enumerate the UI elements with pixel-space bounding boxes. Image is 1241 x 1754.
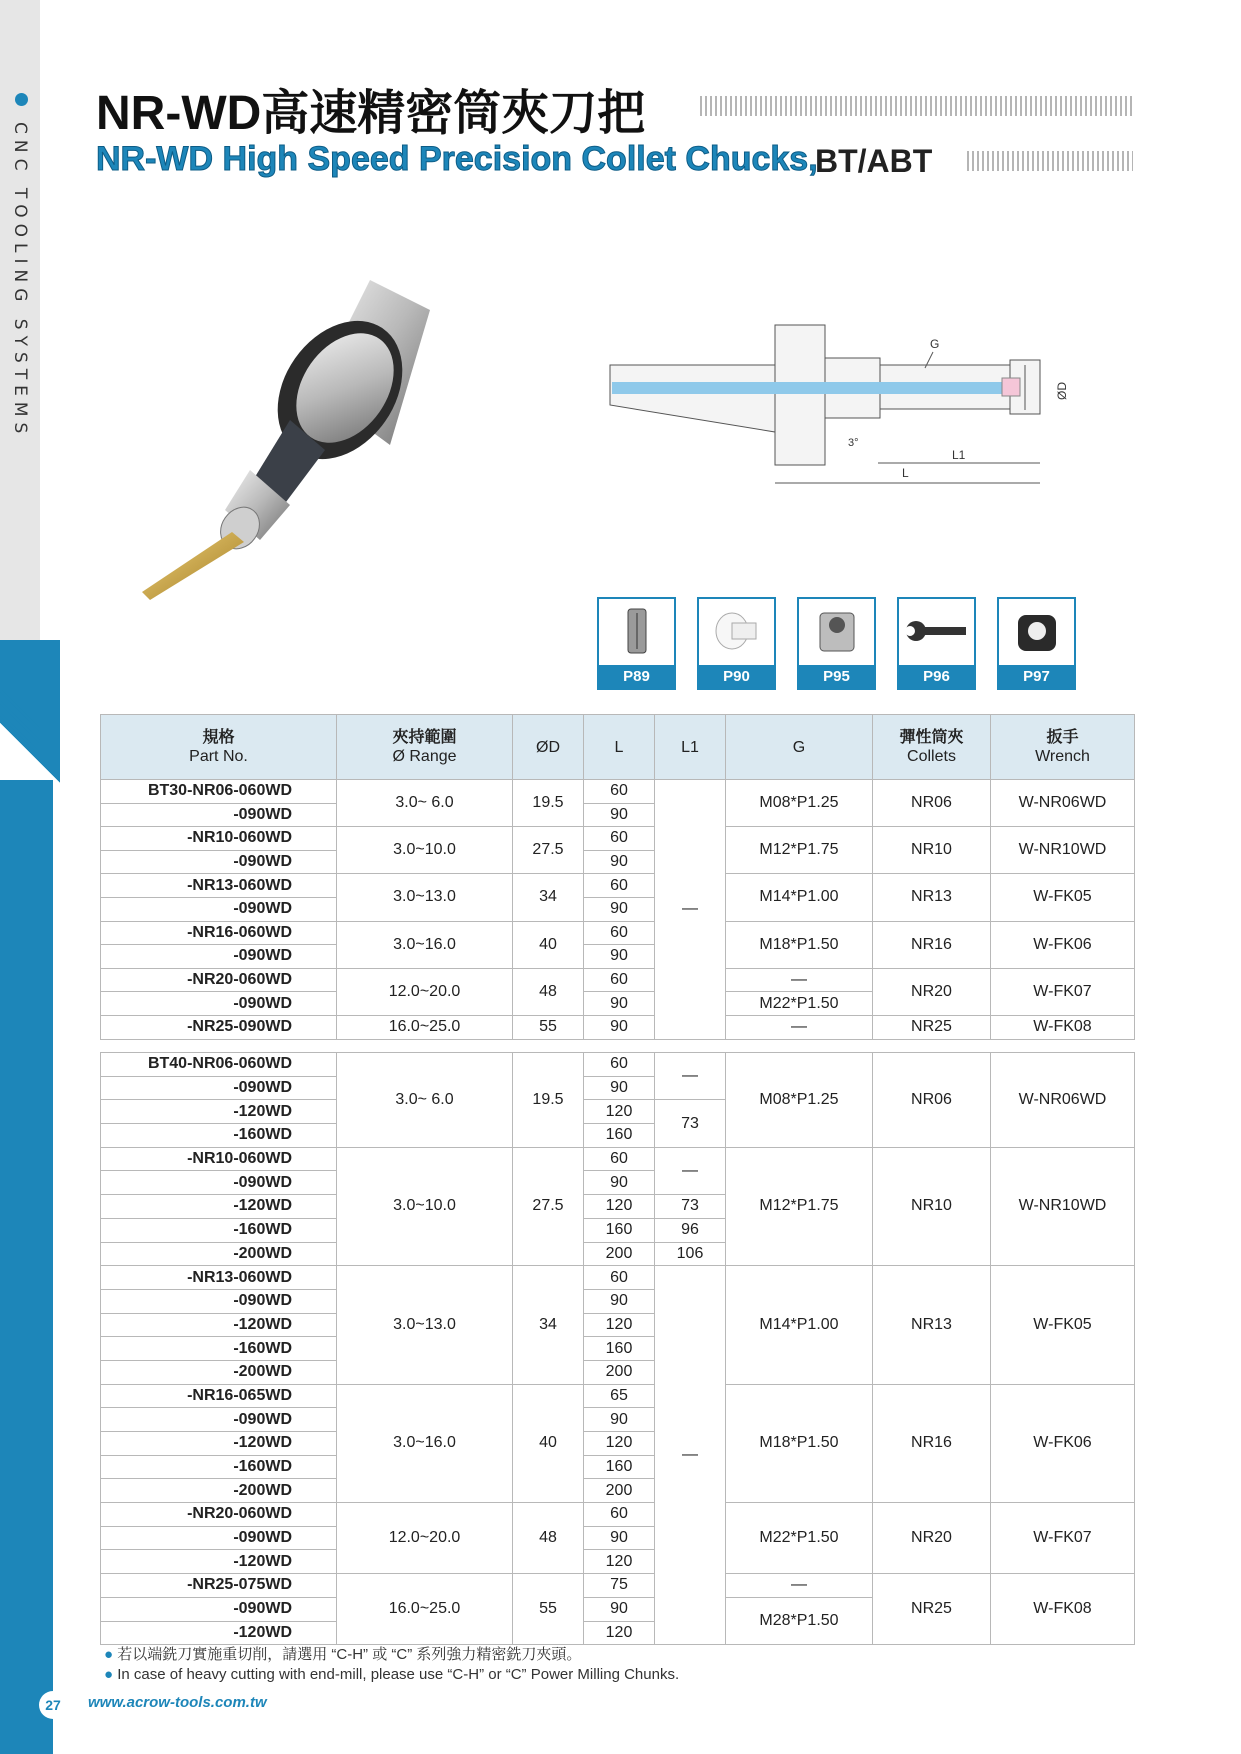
l: 60 xyxy=(584,1053,655,1077)
wrench: W-FK08 xyxy=(991,1015,1135,1039)
part-no: -NR20-060WD xyxy=(101,968,337,992)
od: 34 xyxy=(513,1266,584,1384)
part-no: -090WD xyxy=(101,945,337,969)
l: 65 xyxy=(584,1384,655,1408)
collets: NR16 xyxy=(873,921,991,968)
accessory-p97[interactable] xyxy=(997,597,1076,690)
wrench: W-FK05 xyxy=(991,874,1135,921)
part-no: -200WD xyxy=(101,1479,337,1503)
table-row xyxy=(101,1015,1135,1039)
g: M22*P1.50 xyxy=(726,1503,873,1574)
l: 75 xyxy=(584,1574,655,1598)
l: 90 xyxy=(584,1076,655,1100)
part-no: -120WD xyxy=(101,1195,337,1219)
col-header-g: G xyxy=(726,715,873,780)
l1: 106 xyxy=(655,1242,726,1266)
range: 3.0~13.0 xyxy=(337,1266,513,1384)
part-no: -120WD xyxy=(101,1313,337,1337)
part-no: -090WD xyxy=(101,1076,337,1100)
part-no: -NR13-060WD xyxy=(101,1266,337,1290)
g: M14*P1.00 xyxy=(726,874,873,921)
product-photo xyxy=(140,270,540,610)
collets: NR06 xyxy=(873,780,991,827)
l: 60 xyxy=(584,1266,655,1290)
l: 120 xyxy=(584,1621,655,1645)
range: 3.0~10.0 xyxy=(337,1147,513,1265)
part-no: -120WD xyxy=(101,1432,337,1456)
g: M28*P1.50 xyxy=(726,1597,873,1644)
collets: NR06 xyxy=(873,1053,991,1148)
l: 90 xyxy=(584,1408,655,1432)
part-no: -090WD xyxy=(101,1408,337,1432)
l: 90 xyxy=(584,1289,655,1313)
part-no: -NR10-060WD xyxy=(101,827,337,851)
spec-table-bt30 xyxy=(100,714,1135,1040)
collets: NR13 xyxy=(873,1266,991,1384)
accessory-label: P96 xyxy=(899,665,974,688)
part-no: -NR10-060WD xyxy=(101,1147,337,1171)
range: 3.0~16.0 xyxy=(337,1384,513,1502)
l: 160 xyxy=(584,1337,655,1361)
range: 16.0~25.0 xyxy=(337,1574,513,1645)
part-no: -090WD xyxy=(101,1171,337,1195)
g: M14*P1.00 xyxy=(726,1266,873,1384)
od: 19.5 xyxy=(513,780,584,827)
l: 90 xyxy=(584,1597,655,1621)
od: 48 xyxy=(513,1503,584,1574)
range: 12.0~20.0 xyxy=(337,1503,513,1574)
part-no: -200WD xyxy=(101,1242,337,1266)
part-no: -090WD xyxy=(101,992,337,1016)
part-no: -160WD xyxy=(101,1455,337,1479)
l1: — xyxy=(655,780,726,1040)
l: 200 xyxy=(584,1479,655,1503)
diagram-od-label: ØD xyxy=(1055,382,1069,400)
l: 90 xyxy=(584,850,655,874)
part-no: -090WD xyxy=(101,1597,337,1621)
table-row xyxy=(101,921,1135,945)
website-link[interactable]: www.acrow-tools.com.tw xyxy=(88,1694,267,1711)
collets: NR25 xyxy=(873,1015,991,1039)
part-no: -090WD xyxy=(101,803,337,827)
g: M22*P1.50 xyxy=(726,992,873,1016)
wrench: W-NR10WD xyxy=(991,827,1135,874)
accessory-p95[interactable] xyxy=(797,597,876,690)
collets: NR13 xyxy=(873,874,991,921)
l1: — xyxy=(655,1053,726,1100)
wrench: W-FK07 xyxy=(991,1503,1135,1574)
l: 120 xyxy=(584,1550,655,1574)
accessory-label: P97 xyxy=(999,665,1074,688)
sidebar-footer-band xyxy=(0,780,53,1754)
wrench: W-NR06WD xyxy=(991,780,1135,827)
page-number: 27 xyxy=(39,1691,67,1719)
l: 160 xyxy=(584,1124,655,1148)
footnotes xyxy=(104,1645,679,1685)
range: 16.0~25.0 xyxy=(337,1015,513,1039)
wrench: W-NR06WD xyxy=(991,1053,1135,1148)
l: 90 xyxy=(584,945,655,969)
l: 60 xyxy=(584,827,655,851)
part-no: -NR16-060WD xyxy=(101,921,337,945)
part-no: -NR25-090WD xyxy=(101,1015,337,1039)
accessory-p89[interactable] xyxy=(597,597,676,690)
accessory-label: P89 xyxy=(599,665,674,688)
l: 120 xyxy=(584,1195,655,1219)
table-header-row xyxy=(101,715,1135,780)
wrench-icon xyxy=(904,605,970,657)
table-row xyxy=(101,780,1135,804)
part-no: -NR25-075WD xyxy=(101,1574,337,1598)
spec-table-bt40 xyxy=(100,1052,1135,1645)
part-no: BT30-NR06-060WD xyxy=(101,780,337,804)
l1: 73 xyxy=(655,1195,726,1219)
l1: 96 xyxy=(655,1218,726,1242)
od: 55 xyxy=(513,1015,584,1039)
range: 3.0~ 6.0 xyxy=(337,1053,513,1148)
nut-icon xyxy=(814,605,860,657)
col-header-l: L xyxy=(584,715,655,780)
od: 19.5 xyxy=(513,1053,584,1148)
l: 60 xyxy=(584,1147,655,1171)
part-no: -090WD xyxy=(101,850,337,874)
l: 60 xyxy=(584,780,655,804)
range: 3.0~16.0 xyxy=(337,921,513,968)
part-no: -NR13-060WD xyxy=(101,874,337,898)
l: 60 xyxy=(584,1503,655,1527)
od: 40 xyxy=(513,1384,584,1502)
range: 12.0~20.0 xyxy=(337,968,513,1015)
diagram-angle-label: 3° xyxy=(848,437,859,449)
range: 3.0~13.0 xyxy=(337,874,513,921)
table-row xyxy=(101,1574,1135,1598)
g: — xyxy=(726,1015,873,1039)
table-row xyxy=(101,1384,1135,1408)
collet-icon xyxy=(622,605,652,657)
g: M18*P1.50 xyxy=(726,1384,873,1502)
table-row xyxy=(101,1503,1135,1527)
diagram-l-label: L xyxy=(902,466,909,480)
diagram-l1-label: L1 xyxy=(952,448,966,462)
g: M12*P1.75 xyxy=(726,1147,873,1265)
l: 60 xyxy=(584,968,655,992)
part-no: -200WD xyxy=(101,1360,337,1384)
accessory-label: P90 xyxy=(699,665,774,688)
col-header-collets: 彈性筒夾 Collets xyxy=(873,715,991,780)
g: M12*P1.75 xyxy=(726,827,873,874)
page-title-en: NR-WD High Speed Precision Collet Chucks, xyxy=(96,140,818,178)
footnote-zh: ● 若以端銑刀實施重切削，請選用 “C-H” 或 “C” 系列強力精密銑刀夾頭。 xyxy=(104,1646,582,1663)
part-no: -090WD xyxy=(101,1289,337,1313)
accessory-p90[interactable] xyxy=(697,597,776,690)
part-no: -160WD xyxy=(101,1337,337,1361)
wrench: W-NR10WD xyxy=(991,1147,1135,1265)
table-row xyxy=(101,1147,1135,1171)
part-no: BT40-NR06-060WD xyxy=(101,1053,337,1077)
l1: 73 xyxy=(655,1100,726,1147)
od: 27.5 xyxy=(513,1147,584,1265)
wrench: W-FK07 xyxy=(991,968,1135,1015)
collets: NR16 xyxy=(873,1384,991,1502)
part-no: -NR20-060WD xyxy=(101,1503,337,1527)
sidebar-stripes xyxy=(0,690,40,780)
technical-diagram xyxy=(600,320,1070,490)
col-header-l1: L1 xyxy=(655,715,726,780)
part-no: -090WD xyxy=(101,1526,337,1550)
l: 160 xyxy=(584,1455,655,1479)
collets: NR20 xyxy=(873,968,991,1015)
od: 40 xyxy=(513,921,584,968)
l: 90 xyxy=(584,1171,655,1195)
collets: NR10 xyxy=(873,1147,991,1265)
part-no: -120WD xyxy=(101,1550,337,1574)
l1: — xyxy=(655,1266,726,1645)
wrench: W-FK05 xyxy=(991,1266,1135,1384)
part-no: -160WD xyxy=(101,1218,337,1242)
g: M18*P1.50 xyxy=(726,921,873,968)
part-no: -120WD xyxy=(101,1100,337,1124)
part-no: -120WD xyxy=(101,1621,337,1645)
table-row xyxy=(101,827,1135,851)
range: 3.0~ 6.0 xyxy=(337,780,513,827)
range: 3.0~10.0 xyxy=(337,827,513,874)
table-row xyxy=(101,1266,1135,1290)
l: 60 xyxy=(584,921,655,945)
collets: NR25 xyxy=(873,1574,991,1645)
sidebar-dot xyxy=(15,93,28,106)
l: 120 xyxy=(584,1100,655,1124)
od: 27.5 xyxy=(513,827,584,874)
l: 90 xyxy=(584,1015,655,1039)
wrench: W-FK08 xyxy=(991,1574,1135,1645)
l: 160 xyxy=(584,1218,655,1242)
subtitle-barcode-decoration xyxy=(967,151,1133,171)
col-header-part-no: 規格 Part No. xyxy=(101,715,337,780)
wrench: W-FK06 xyxy=(991,1384,1135,1502)
od: 34 xyxy=(513,874,584,921)
title-barcode-decoration xyxy=(700,96,1132,116)
collets: NR10 xyxy=(873,827,991,874)
l: 90 xyxy=(584,992,655,1016)
col-header-od: ØD xyxy=(513,715,584,780)
g: M08*P1.25 xyxy=(726,780,873,827)
part-no: -090WD xyxy=(101,897,337,921)
footnote-en: ● In case of heavy cutting with end-mill, please use “C-H” or “C” Power Milling Chunks. xyxy=(104,1666,680,1683)
accessory-label: P95 xyxy=(799,665,874,688)
stand-icon xyxy=(1012,605,1062,657)
od: 55 xyxy=(513,1574,584,1645)
page-title-zh: NR-WD高速精密筒夾刀把 xyxy=(96,87,646,140)
page-title-suffix: BT/ABT xyxy=(815,143,933,179)
l: 90 xyxy=(584,803,655,827)
table-row xyxy=(101,874,1135,898)
wrench: W-FK06 xyxy=(991,921,1135,968)
col-header-wrench: 扳手 Wrench xyxy=(991,715,1135,780)
l: 200 xyxy=(584,1242,655,1266)
part-no: -NR16-065WD xyxy=(101,1384,337,1408)
g: — xyxy=(726,968,873,992)
table-row xyxy=(101,1053,1135,1077)
col-header-range: 夾持範圍 Ø Range xyxy=(337,715,513,780)
l: 90 xyxy=(584,897,655,921)
l: 200 xyxy=(584,1360,655,1384)
l: 120 xyxy=(584,1313,655,1337)
g: M08*P1.25 xyxy=(726,1053,873,1148)
od: 48 xyxy=(513,968,584,1015)
table-row xyxy=(101,968,1135,992)
accessory-p96[interactable] xyxy=(897,597,976,690)
l: 60 xyxy=(584,874,655,898)
sidebar-text: CNC TOOLING SYSTEMS xyxy=(10,122,30,440)
l1: — xyxy=(655,1147,726,1194)
sleeve-icon xyxy=(712,605,762,657)
l: 120 xyxy=(584,1432,655,1456)
l: 90 xyxy=(584,1526,655,1550)
part-no: -160WD xyxy=(101,1124,337,1148)
diagram-g-label: G xyxy=(930,337,940,351)
g: — xyxy=(726,1574,873,1598)
collets: NR20 xyxy=(873,1503,991,1574)
